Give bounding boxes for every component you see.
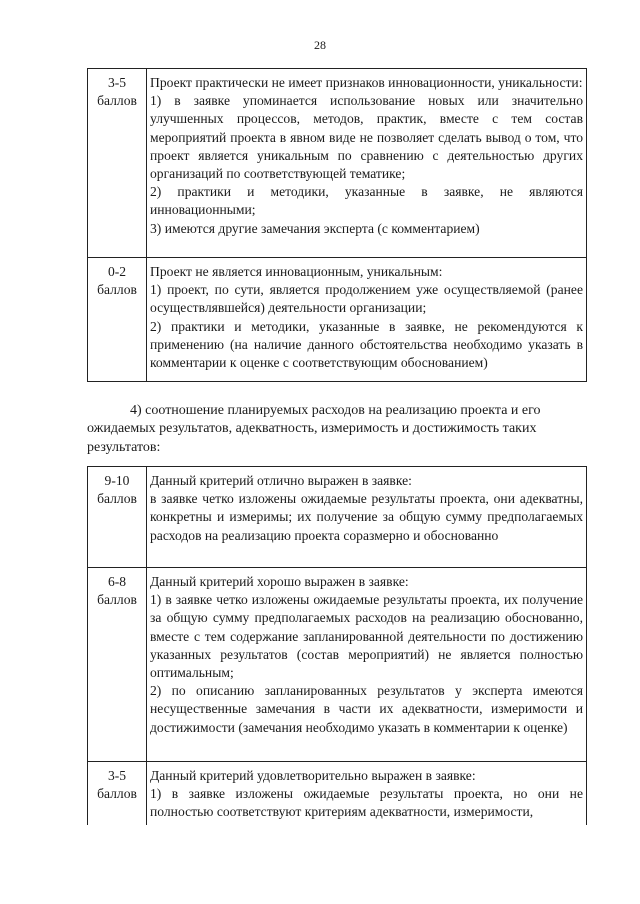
criteria-table-results: [87, 466, 587, 825]
description-cell: [147, 762, 587, 825]
table-row: [88, 258, 587, 382]
score-range: 6-8: [107, 574, 127, 589]
description-line: 2) практики и методики, указанные в заявке, не рекомендуются к применению (на наличие данного обстоятельства необходимо указать в комментарии к оценке с соответствующим обоснованием): [150, 318, 583, 371]
score-range: 0-2: [107, 264, 127, 279]
description-cell: [147, 258, 587, 382]
table-row: [88, 467, 587, 568]
table-row: [88, 69, 587, 258]
score-range: 9-10: [104, 473, 130, 488]
description-line: 1) проект, по сути, является продолжением уже осуществляемой (ранее осуществлявшейся) деятельности организации;: [150, 282, 583, 316]
description-line: Проект не является инновационным, уникальным:: [150, 264, 443, 279]
description-cell: [147, 568, 587, 762]
description-line: 2) по описанию запланированных результатов у эксперта имеются несущественные замечания в части их адекватности, измеримости и достижимости (замечания необходимо указать в комментарии к оценке): [150, 683, 583, 735]
description-line: 1) в заявке изложены ожидаемые результаты проекта, но они не полностью соответствуют критериям адекватности, измеримости,: [150, 786, 583, 820]
score-unit: баллов: [97, 491, 137, 507]
table-row: [88, 568, 587, 762]
description-line: Данный критерий удовлетворительно выражен в заявке:: [150, 768, 476, 783]
score-cell: [88, 762, 147, 825]
criteria-table-innovation: [87, 68, 587, 382]
description-line: 1) в заявке упоминается использование новых или значительно улучшенных процессов, методов, практик, вместе с тем состав мероприятий проекта в явном виде не позволяет сделать вывод о том, что проект является уникальным по сравнению с деятельностью других организаций по соответствующей тематике;: [150, 93, 583, 182]
score-range: 3-5: [107, 75, 127, 90]
score-range: 3-5: [107, 768, 127, 783]
score-cell: [88, 467, 147, 568]
description-line: Проект практически не имеет признаков инновационности, уникальности:: [150, 75, 583, 90]
score-cell: [88, 69, 147, 258]
score-unit: баллов: [97, 592, 137, 608]
score-unit: баллов: [97, 786, 137, 802]
description-line: Данный критерий отлично выражен в заявке:: [150, 473, 412, 488]
description-line: Данный критерий хорошо выражен в заявке:: [150, 574, 409, 589]
description-line: в заявке четко изложены ожидаемые результаты проекта, они адекватны, конкретны и измеримы; их получение за общую сумму предполагаемых расходов на реализацию проекта соразмерно и обоснованно: [150, 491, 583, 543]
description-cell: [147, 467, 587, 568]
criterion-heading-continuation: ожидаемых результатов, адекватность, измеримость и достижимость таких результатов:: [87, 421, 537, 455]
table-row: [88, 762, 587, 825]
score-cell: [88, 568, 147, 762]
description-line: 3) имеются другие замечания эксперта (с комментарием): [150, 220, 480, 236]
criterion-heading-first-line: 4) соотношение планируемых расходов на реализацию проекта и его: [130, 403, 541, 418]
description-cell: [147, 69, 587, 258]
description-line: 1) в заявке четко изложены ожидаемые результаты проекта, их получение за общую сумму предполагаемых расходов на реализацию обоснованно, вместе с тем содержание запланированной деятельности по достижению указанных результатов (состав мероприятий) не является полностью оптимальным;: [150, 592, 583, 681]
page-number: 28: [314, 38, 326, 52]
score-unit: баллов: [97, 93, 137, 109]
description-line: 2) практики и методики, указанные в заявке, не являются инновационными;: [150, 184, 583, 218]
score-unit: баллов: [97, 282, 137, 298]
score-cell: [88, 258, 147, 382]
